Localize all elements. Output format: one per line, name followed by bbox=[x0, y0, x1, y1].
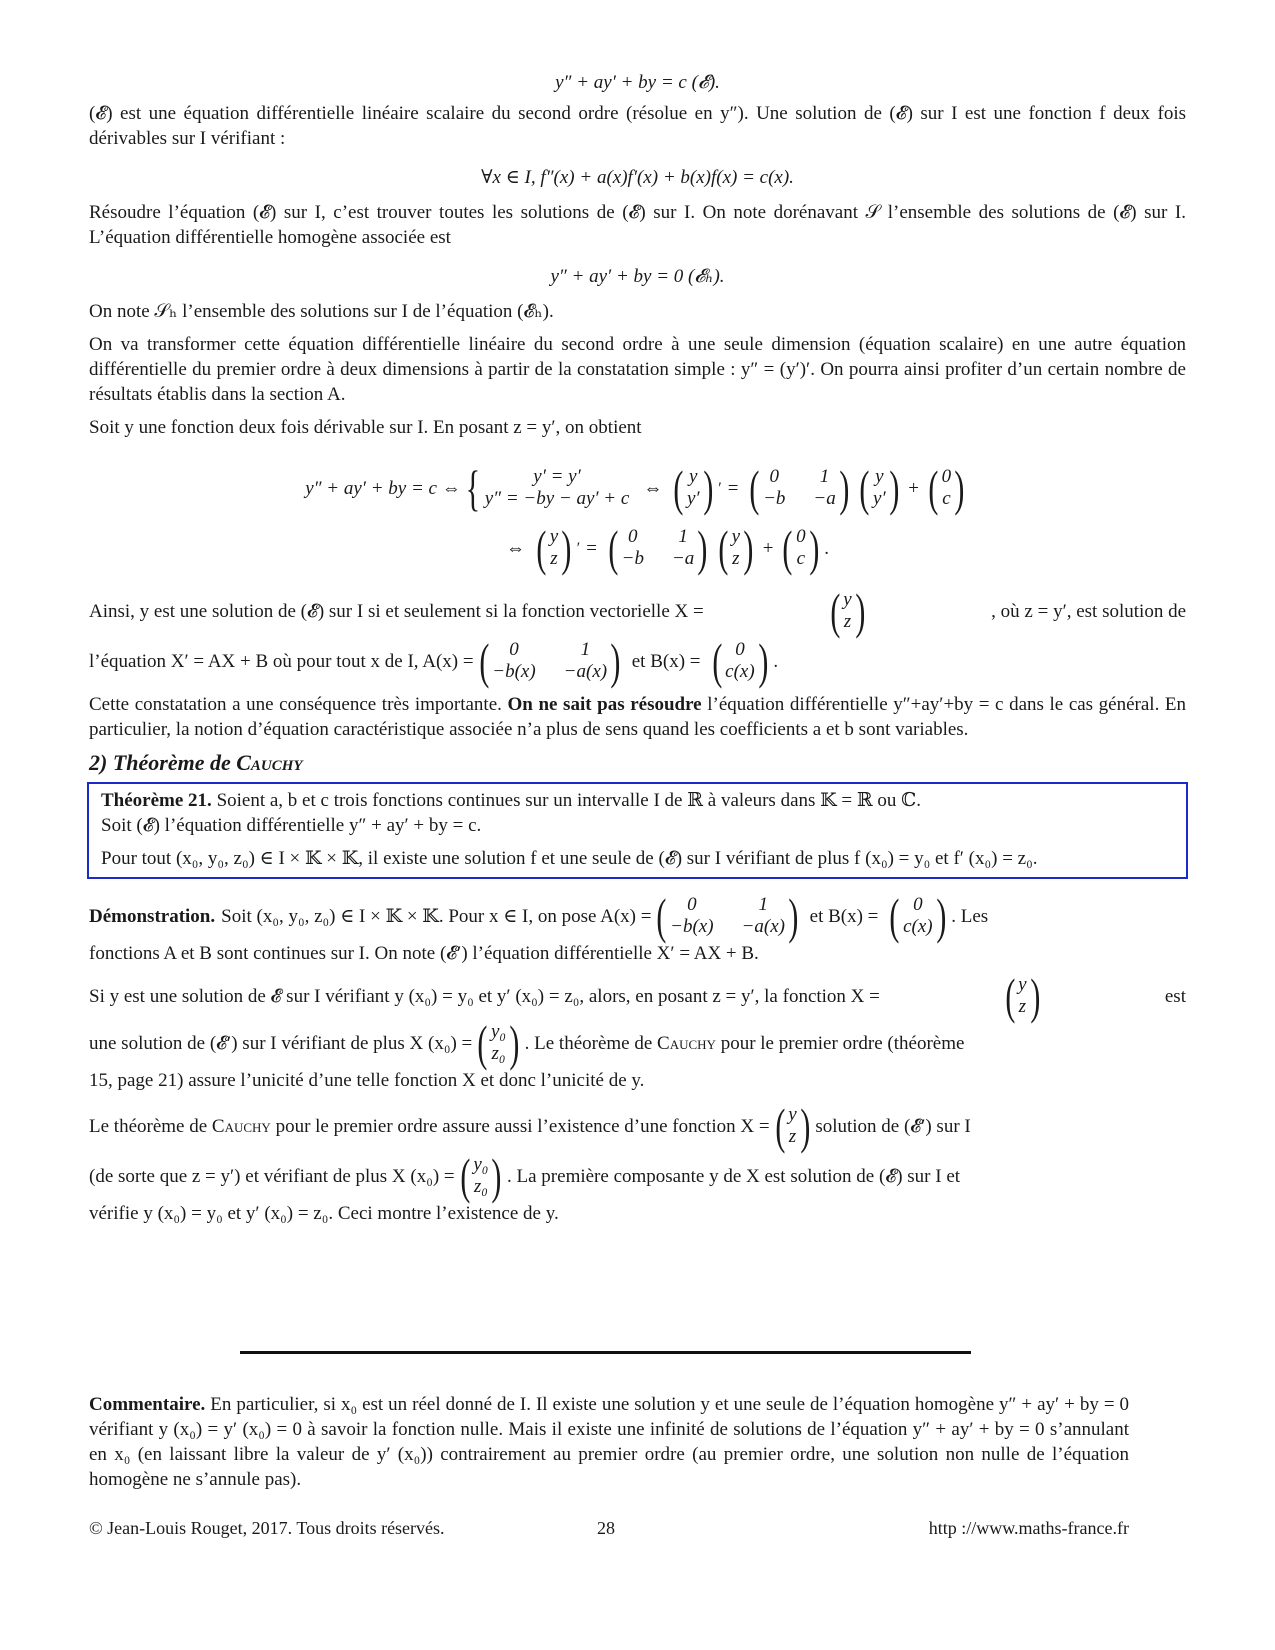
demo-line-2: fonctions A et B sont continues sur I. On note (𝓔′) l’équation différentielle X′ = AX + B. bbox=[89, 943, 759, 964]
system-equation-row-1 bbox=[89, 458, 1186, 518]
demo-line-1: Démonstration. Soit (x₀, y₀, z₀) ∈ I × 𝕂 × 𝕂. Pour x ∈ I, on pose A(x) = ( 0 −b(x) 1 −a(x) ) et B(x) = ( 0 c(x) ) . Les bbox=[89, 888, 989, 944]
paragraph-definition: (𝓔) est une équation différentielle linéaire scalaire du second ordre (résolue en y″). Une solution de (𝓔) sur I est une fonction f deux fois dérivables sur I vérifiant : bbox=[89, 103, 1186, 149]
comment-block bbox=[89, 1392, 1129, 1492]
matrix-A-x-demo: ( 0 −b(x) 1 −a(x) ) bbox=[656, 888, 799, 944]
vector-y-z: ( y z ) bbox=[536, 520, 572, 576]
vector-y0-z0: ( y₀ z₀ ) bbox=[477, 1015, 520, 1071]
horizontal-rule bbox=[240, 1351, 971, 1354]
demo-line-4: une solution de (𝓔′) sur I vérifiant de plus X (x₀) = ( y₀ z₀ ) . Le théorème de Cauchy pour le premier ordre (théorème bbox=[89, 1015, 965, 1071]
period: . bbox=[824, 537, 829, 559]
system-line-2: y″ = −by − ay′ + c bbox=[484, 488, 630, 509]
system-line-1: y′ = y′ bbox=[533, 466, 581, 487]
paragraph-transform: On va transformer cette équation différentielle linéaire du second ordre à une seule dimension (équation scalaire) en une autre équation différentielle du premier ordre à deux dimensions à partir de la constatation simple : y″ = (y′)′. On pourra ainsi profiter d’un certain nombre de résultats établis dans la section A. bbox=[89, 334, 1186, 405]
vector-y-yp-2: ( y y′ ) bbox=[859, 460, 899, 516]
matrix-a-2: ( 0 −b 1 −a ) bbox=[608, 520, 708, 576]
equals-sign: = bbox=[727, 477, 739, 499]
equation-homogeneous: y″ + ay′ + by = 0 (𝓔ₕ). bbox=[550, 266, 725, 287]
theorem-line-3: Pour tout (x₀, y₀, z₀) ∈ I × 𝕂 × 𝕂, il existe une solution f et une seule de (𝓔) sur I vérifiant de plus f (x₀) = y₀ et f′ (x₀) = z₀. bbox=[101, 848, 1038, 869]
demo-line-7: (de sorte que z = y′) et vérifiant de plus X (x₀) = ( y₀ z₀ ) . La première composante y de X est solution de (𝓔) sur I et bbox=[89, 1148, 961, 1204]
system-lhs: y″ + ay′ + by = c ⇔ bbox=[305, 477, 461, 499]
iff-symbol-2: ⇔ bbox=[506, 537, 526, 559]
theorem-box bbox=[87, 782, 1188, 879]
theorem-line-2: Soit (𝓔) l’équation différentielle y″ + ay′ + by = c. bbox=[101, 815, 482, 836]
period-2: . bbox=[773, 650, 779, 672]
document-body bbox=[89, 70, 1186, 1234]
paragraph-equation-xprime bbox=[89, 633, 1186, 689]
theorem-line-1: Théorème 21. Soient a, b et c trois fonctions continues sur un intervalle I de ℝ à valeurs dans 𝕂 = ℝ ou ℂ. bbox=[101, 790, 922, 811]
vector-0-c: ( 0 c ) bbox=[928, 460, 965, 516]
left-brace: { bbox=[465, 460, 480, 516]
paragraph-sh: On note 𝒮ₕ l’ensemble des solutions sur I de l’équation (𝓔ₕ). bbox=[89, 301, 554, 322]
demo-line-5: 15, page 21) assure l’unicité d’une telle fonction X et donc l’unicité de y. bbox=[89, 1070, 645, 1091]
xprime-text-1: l’équation X′ = AX + B où pour tout x de I, A(x) = bbox=[89, 650, 474, 672]
ainsi-text-2: , où z = y′, est solution de bbox=[991, 600, 1186, 622]
vector-X-def: ( y z ) bbox=[829, 583, 865, 639]
footer-url[interactable]: http ://www.maths-france.fr bbox=[928, 1518, 1129, 1538]
footer-page-number: 28 bbox=[597, 1518, 615, 1538]
paragraph-ainsi bbox=[89, 583, 1186, 639]
matrix-a: ( 0 −b 1 −a ) bbox=[749, 460, 850, 516]
prime-mark-2: ′ bbox=[576, 539, 581, 557]
comment-label: Commentaire. bbox=[89, 1394, 206, 1415]
vector-y-yp: ( y y′ ) bbox=[673, 460, 713, 516]
demo-line-8: vérifie y (x₀) = y₀ et y′ (x₀) = z₀. Ceci montre l’existence de y. bbox=[89, 1203, 559, 1224]
demo-line-3: Si y est une solution de 𝓔 sur I vérifiant y (x₀) = y₀ et y′ (x₀) = z₀, alors, en posant z = y′, la fonction X = ( y z ) est bbox=[89, 968, 1186, 1024]
vector-0-c-2: ( 0 c ) bbox=[782, 520, 819, 576]
ainsi-text-1: Ainsi, y est une solution de (𝓔) sur I si et seulement si la fonction vectorielle X = bbox=[89, 600, 704, 622]
comment-text: En particulier, si x₀ est un réel donné de I. Il existe une solution y et une seule de l’équation homogène y″ + ay′ + by = 0 vérifiant y (x₀) = y′ (x₀) = 0 à savoir la fonction nulle. Mais il existe une infinité de solutions de l’équation y″ + ay′ + by = 0 s’annulant en x₀ (en laissant libre la valeur de y′ (x₀)) contrairement au premier ordre (au premier ordre, une solution non nulle de l’équation homogène ne s’annule pas). bbox=[89, 1394, 1130, 1490]
plus-sign-2: + bbox=[762, 537, 774, 559]
paragraph-consequence: Cette constatation a une conséquence très importante. On ne sait pas résoudre l’équation différentielle y″+ay′+by = c dans le cas général. En particulier, la notion d’équation caractéristique associée n’a plus de sens quand les coefficients a et b sont variables. bbox=[89, 694, 1187, 740]
vector-y-z-demo: ( y z ) bbox=[1004, 968, 1040, 1024]
vector-y-z-demo-2: ( y z ) bbox=[774, 1098, 810, 1154]
paragraph-pose: Soit y une fonction deux fois dérivable sur I. En posant z = y′, on obtient bbox=[89, 417, 642, 438]
paragraph-solve: Résoudre l’équation (𝓔) sur I, c’est trouver toutes les solutions de (𝓔) sur I. On note dorénavant 𝒮 l’ensemble des solutions de (𝓔) sur I. L’équation différentielle homogène associée est bbox=[89, 202, 1186, 248]
system-equation-row-2 bbox=[89, 518, 1186, 578]
equation-solution-condition: ∀x ∈ I, f″(x) + a(x)f′(x) + b(x)f(x) = c(x). bbox=[481, 167, 794, 188]
vector-y0-z0-2: ( y₀ z₀ ) bbox=[459, 1148, 502, 1204]
section-heading: 2) Théorème de Cauchy bbox=[89, 750, 303, 775]
demo-line-6: Le théorème de Cauchy pour le premier ordre assure aussi l’existence d’une fonction X = ( y z ) solution de (𝓔′) sur I bbox=[89, 1098, 971, 1154]
vector-B-x: ( 0 c(x) ) bbox=[711, 633, 769, 689]
plus-sign: + bbox=[908, 477, 919, 499]
equals-sign-2: = bbox=[586, 537, 597, 559]
xprime-text-2: et B(x) = bbox=[631, 650, 701, 672]
equation-main: y″ + ay′ + by = c (𝓔). bbox=[555, 72, 720, 93]
footer-copyright: © Jean-Louis Rouget, 2017. Tous droits réservés. bbox=[89, 1518, 445, 1538]
matrix-A-x: ( 0 −b(x) 1 −a(x) ) bbox=[478, 633, 621, 689]
iff-symbol: ⇔ bbox=[643, 477, 663, 499]
vector-y-z-2: ( y z ) bbox=[718, 520, 754, 576]
page-footer bbox=[89, 1518, 1129, 1542]
vector-B-x-demo: ( 0 c(x) ) bbox=[889, 888, 946, 944]
system-lines bbox=[485, 466, 630, 510]
prime-mark: ′ bbox=[718, 479, 722, 497]
